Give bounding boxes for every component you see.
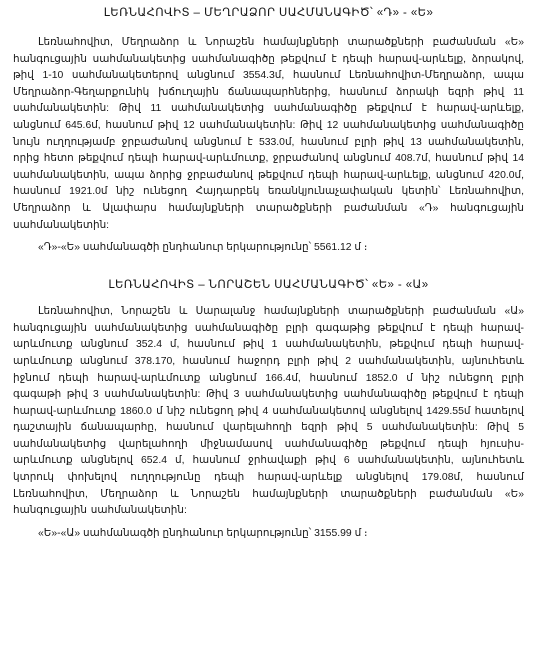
section-1-paragraph: Լեռնահովիտ, Մեղրաձոր և Նորաշեն համայնքների տարածքների բաժանման «Ե» հանգուցային սահմանակետից սահմանագիծը թեքվում է դեպի հարավ-արևելք, ձորակով, թիվ 1-10 սահմանակետերով անցնում 3554.3մ, հասնում Լեռնահովիտ-Մեղրաձոր, ապա Մեղրաձոր-Գեղարքունիկ խճուղային ճանապարհներից, հասնում ձորակի եզրի թիվ 11 սահմանակետին: Թիվ 11 սահմանակետից սահմանագիծը թեքվում է հարավ-արևելք, անցնում 645.6մ, հասնում թիվ 12 սահմանակետին: Թիվ 12 սահմանակետից սահմանագիծը նույն ուղղությամբ ջրբաժանով անցնում է 533.0մ, հասնում բլրի թիվ 13 սահմանակետին, որից հետո թեքվում դեպի հարավ-արևմուտք, ջրբաժանով անցնում 408.7մ, հասնում թիվ 14 սահմանակետին, ապա ձորից ջրբաժանով թեքվում դեպի հարավ-արևելք, անցնում 420.0մ, հասնում 1921.0մ նիշ ունեցող Հայդարբեկ եռանկյունաչափական կետին՝ Լեռնահովիտ, Մեղրաձոր և Ալափարս համայնքների տարածքների բաժանման «Դ» հանգուցային սահմանակետին:: [13, 37, 524, 231]
section-2-total-length: «Ե»-«Ա» սահմանագծի ընդհանուր երկարությունը՝ 3155.99 մ ։: [38, 527, 368, 539]
section-2-paragraph: Լեռնահովիտ, Նորաշեն և Սարալանջ համայնքների տարածքների բաժանման «Ա» հանգուցային սահմանակետից սահմանագիծը բլրի գագաթից թեքվում է դեպի հարավ-արևմուտք անցնում 352.4 մ, հասնում թիվ 1 սահմանակետին, թեքվում դեպի հարավ-արևմուտք անցնում 378.170, հասնում հաջորդ բլրի թիվ 2 սահմանակետին, այնուհետև իջնում դեպի հարավ-արևմուտք անցնում 166.4մ, հասնում 1852.0 մ նիշ ունեցող բլրի գագաթի թիվ 3 սահմանակետին: Թիվ 3 սահմանակետից սահմանագիծը թեքվում է դեպի հարավ-արևմուտք 1860.0 մ նիշ ունեցող թիվ 4 սահմանակետով անցնելով 1429.55մ հատելով դաշտային ճանապարհը, հասնում վարելահողի եզրի թիվ 5 սահմանակետին: Թիվ 5 սահմանակետից վարելահողի միջնամասով սահմանագիծը թեքվում դեպի հյուսիս-արևմուտք անցնելով 652.4 մ, հասնում ջրհավաքի թիվ 6 սահմանակետին, այնուհետև կտրուկ փոխելով ուղղությունը դեպի հարավ-արևելք անցնելով 179.08մ, հասնում Լեռնահովիտ, Մեղրաձոր և Նորաշեն համայնքների տարածքների բաժանման «Ե» հանգուցային սահմանակետին:: [13, 306, 524, 517]
section-2-title: ԼԵՌՆԱՀՈՎԻՏ – ՆՈՐԱՇԵՆ ՍԱՀՄԱՆԱԳԻԾ՝ «Ե» - «Ա»: [108, 279, 429, 292]
section-1-title: ԼԵՌՆԱՀՈՎԻՏ – ՄԵՂՐԱՁՈՐ ՍԱՀՄԱՆԱԳԻԾ՝ «Դ» - «Ե»: [103, 7, 434, 19]
section-1-total-length: «Դ»-«Ե» սահմանագծի ընդհանուր երկարությունը՝ 5561.12 մ ։: [38, 242, 368, 254]
